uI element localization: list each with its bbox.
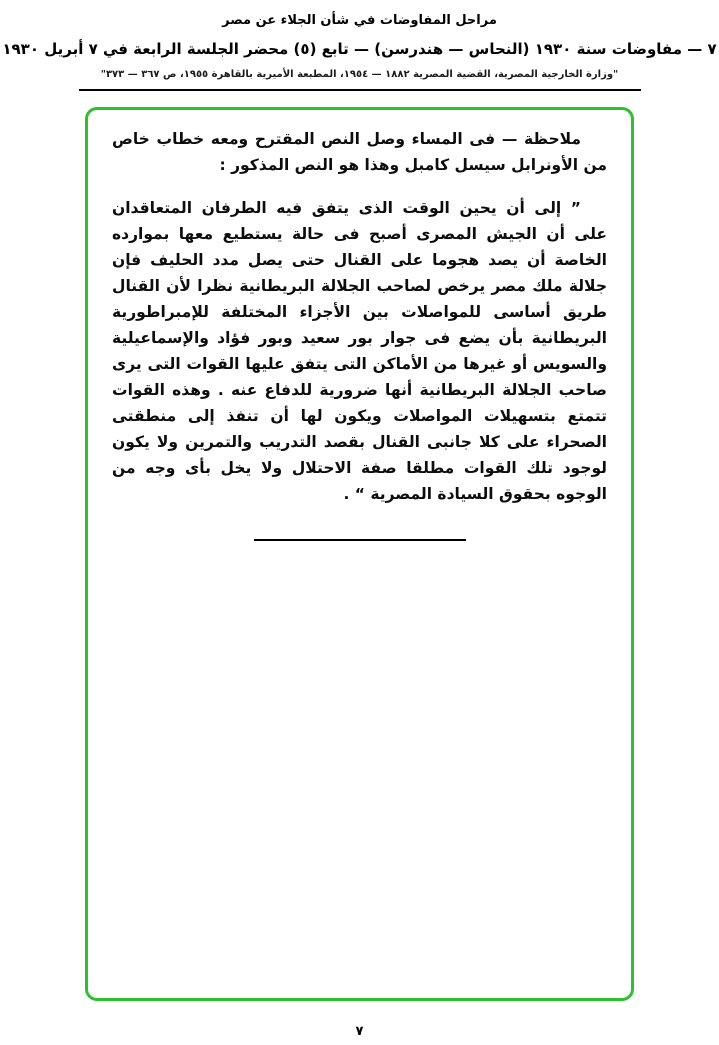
- source-citation: "وزارة الخارجية المصرية، القضية المصرية ١٨٨٢ — ١٩٥٤، المطبعة الأميرية بالقاهرة ١٩٥٥، ص ٣٦٧ — ٣٧٣": [100, 69, 619, 80]
- body-paragraph: ” إلى أن يحين الوقت الذى يتفق فيه الطرفان المتعاقدان على أن الجيش المصرى أصبح فى حالة يستطيع معها بموارده الخاصة أن يصد هجوما على القنال حتى يصل مدد الحليف فإن جلالة ملك مصر يرخص لصاحب الجلالة البريطانية نظرا لأن القنال طريق أساسى للمواصلات بين الأجزاء المختلفة للإمبراطورية البريطانية بأن يضع فى جوار بور سعيد وبور فؤاد والإسماعيلية والسويس أو غيرها من الأماكن التى يتفق عليها القوات التى يرى صاحب الجلالة البريطانية أنها ضرورية للدفاع عنه . وهذه القوات تتمتع بتسهيلات المواصلات ويكون لها أن تنفذ إلى منطقتى الصحراء على كلا جانبى القنال بقصد التدريب والتمرين ولا يكون لوجود تلك القوات مطلقا صفة الاحتلال ولا يخل بأى وجه من الوجوه بحقوق السيادة المصرية “ .: [112, 199, 607, 503]
- header-divider: [79, 89, 641, 91]
- page-header: [0, 0, 719, 91]
- document-title: مراحل المفاوضات في شأن الجلاء عن مصر: [222, 13, 497, 28]
- document-subtitle: ٧ — مفاوضات سنة ١٩٣٠ (النحاس — هندرسن) — تابع (٥) محضر الجلسة الرابعة في ٧ أبريل ١٩٣٠: [2, 40, 717, 58]
- note-paragraph: ملاحظة — فى المساء وصل النص المقترح ومعه خطاب خاص من الأونرابل سيسل كامبل وهذا هو النص المذكور :: [112, 130, 607, 174]
- highlight-box: [85, 107, 634, 1001]
- section-divider: [254, 539, 466, 541]
- page-number: ٧: [355, 1024, 364, 1039]
